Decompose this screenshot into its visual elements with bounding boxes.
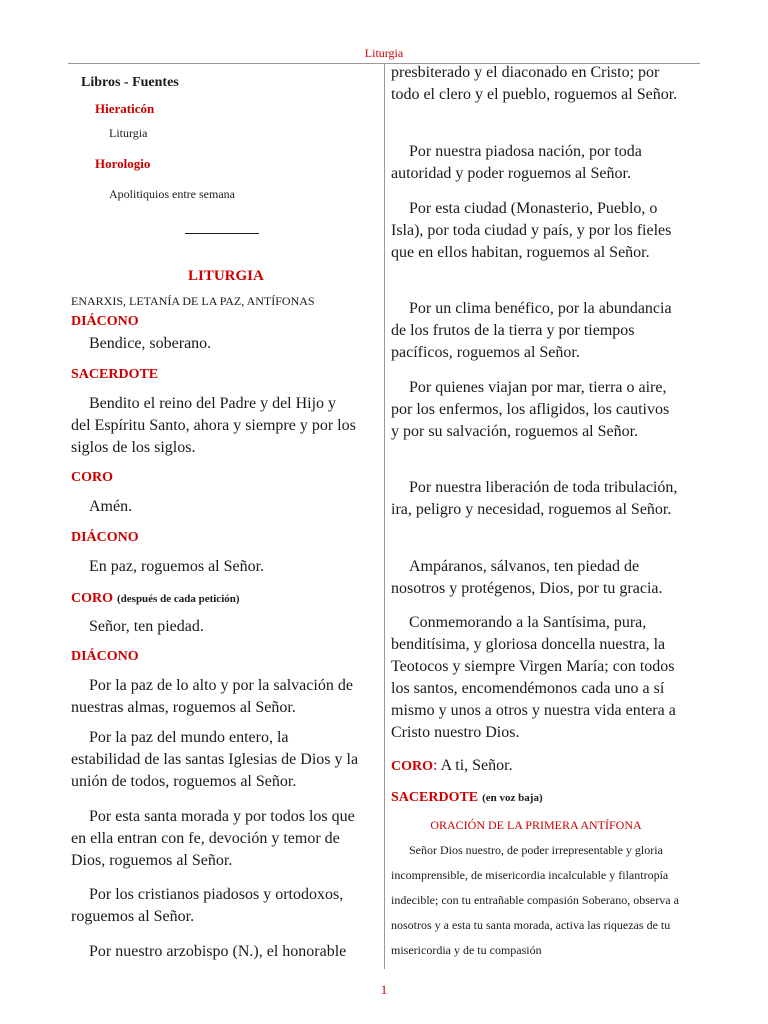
petition-paz-lo-alto: Por la paz de lo alto y por la salvación de nuestras almas, roguemos al Señor. [71, 677, 353, 716]
prayer-title: ORACIÓN DE LA PRIMERA ANTÍFONA [430, 818, 642, 832]
role-diacono-2: DIÁCONO [71, 530, 139, 545]
petition-liberacion: Por nuestra liberación de toda tribulación, ira, peligro y necesidad, roguemos al Señor. [391, 479, 678, 518]
text-a-ti-senor: A ti, Señor. [440, 757, 513, 774]
petition-conmemorando: Conmemorando a la Santísima, pura, benditísima, y gloriosa doncella nuestra, la Teotocos y siempre Virgen María; con todos los santos, encomendémonos cada uno a sí mismo y unos a otros y nuestra vida entera a Cristo nuestro Dios. [391, 614, 676, 741]
separator-line [185, 233, 259, 234]
text-bendice: Bendice, soberano. [89, 335, 212, 352]
page-number: 1 [380, 982, 388, 997]
section-subtitle: ENARXIS, LETANÍA DE LA PAZ, ANTÍFONAS [71, 294, 315, 308]
section-title: LITURGIA [188, 268, 264, 284]
column-divider [384, 63, 385, 969]
text-en-paz: En paz, roguemos al Señor. [89, 558, 265, 575]
petition-nacion: Por nuestra piadosa nación, por toda autoridad y poder roguemos al Señor. [391, 143, 642, 182]
petition-paz-mundo: Por la paz del mundo entero, la estabilidad de las santas Iglesias de Dios y la unión de todos, roguemos al Señor. [71, 729, 359, 790]
prayer-text: Señor Dios nuestro, de poder irrepresentable y gloria incomprensible, de misericordia incalculable y filantropía indecible; con tu entrañable compasión Soberano, observa a nosotros y a esta tu santa morada, activa las riquezas de tu misericordia y de tu compasión [391, 843, 679, 957]
role-coro-2-line [71, 589, 240, 607]
petition-arzobispo: Por nuestro arzobispo (N.), el honorable [89, 943, 347, 960]
text-bendito: Bendito el reino del Padre y del Hijo y del Espíritu Santo, ahora y siempre y por los siglos de los siglos. [71, 395, 356, 456]
source-item-apolitiquios: Apolitiquios entre semana [109, 187, 235, 201]
coro-response-line [391, 757, 513, 775]
petition-viajeros: Por quienes viajan por mar, tierra o aire, por los enfermos, los afligidos, los cautivos y por su salvación, roguemos al Señor. [391, 379, 670, 440]
petition-ciudad: Por esta ciudad (Monasterio, Pueblo, o Isla), por toda ciudad y país, y por los fieles que en ellos habitan, roguemos al Señor. [391, 200, 672, 261]
role-sacerdote-2-note: (en voz baja) [482, 792, 543, 804]
role-coro-2: CORO [71, 591, 113, 606]
petition-santa-morada: Por esta santa morada y por todos los que en ella entran con fe, devoción y temor de Dios, roguemos al Señor. [71, 808, 355, 869]
role-coro-1: CORO [71, 470, 113, 485]
role-sacerdote-2-line [391, 788, 543, 806]
petition-clima: Por un clima benéfico, por la abundancia de los frutos de la tierra y por tiempos pacíficos, roguemos al Señor. [391, 300, 672, 361]
running-header: Liturgia [364, 46, 404, 60]
source-item-liturgia: Liturgia [109, 126, 148, 140]
role-diacono-1: DIÁCONO [71, 314, 139, 329]
role-coro-3: CORO [391, 759, 433, 774]
petition-cristianos: Por los cristianos piadosos y ortodoxos, roguemos al Señor. [71, 886, 344, 925]
source-book-horologio: Horologio [95, 156, 151, 171]
sources-heading: Libros - Fuentes [81, 75, 179, 90]
role-sacerdote-1: SACERDOTE [71, 367, 159, 382]
role-diacono-3: DIÁCONO [71, 649, 139, 664]
text-senor-ten-piedad: Señor, ten piedad. [89, 618, 204, 635]
role-sacerdote-2: SACERDOTE [391, 790, 479, 805]
petition-presbiterado: presbiterado y el diaconado en Cristo; por todo el clero y el pueblo, roguemos al Señor. [391, 64, 678, 103]
text-amen: Amén. [89, 498, 133, 515]
coro-colon: : [433, 757, 438, 774]
petition-amparanos: Ampáranos, sálvanos, ten piedad de nosotros y protégenos, Dios, por tu gracia. [391, 558, 663, 597]
role-coro-2-note: (después de cada petición) [117, 593, 240, 605]
source-book-hieraticon: Hieraticón [95, 101, 155, 116]
